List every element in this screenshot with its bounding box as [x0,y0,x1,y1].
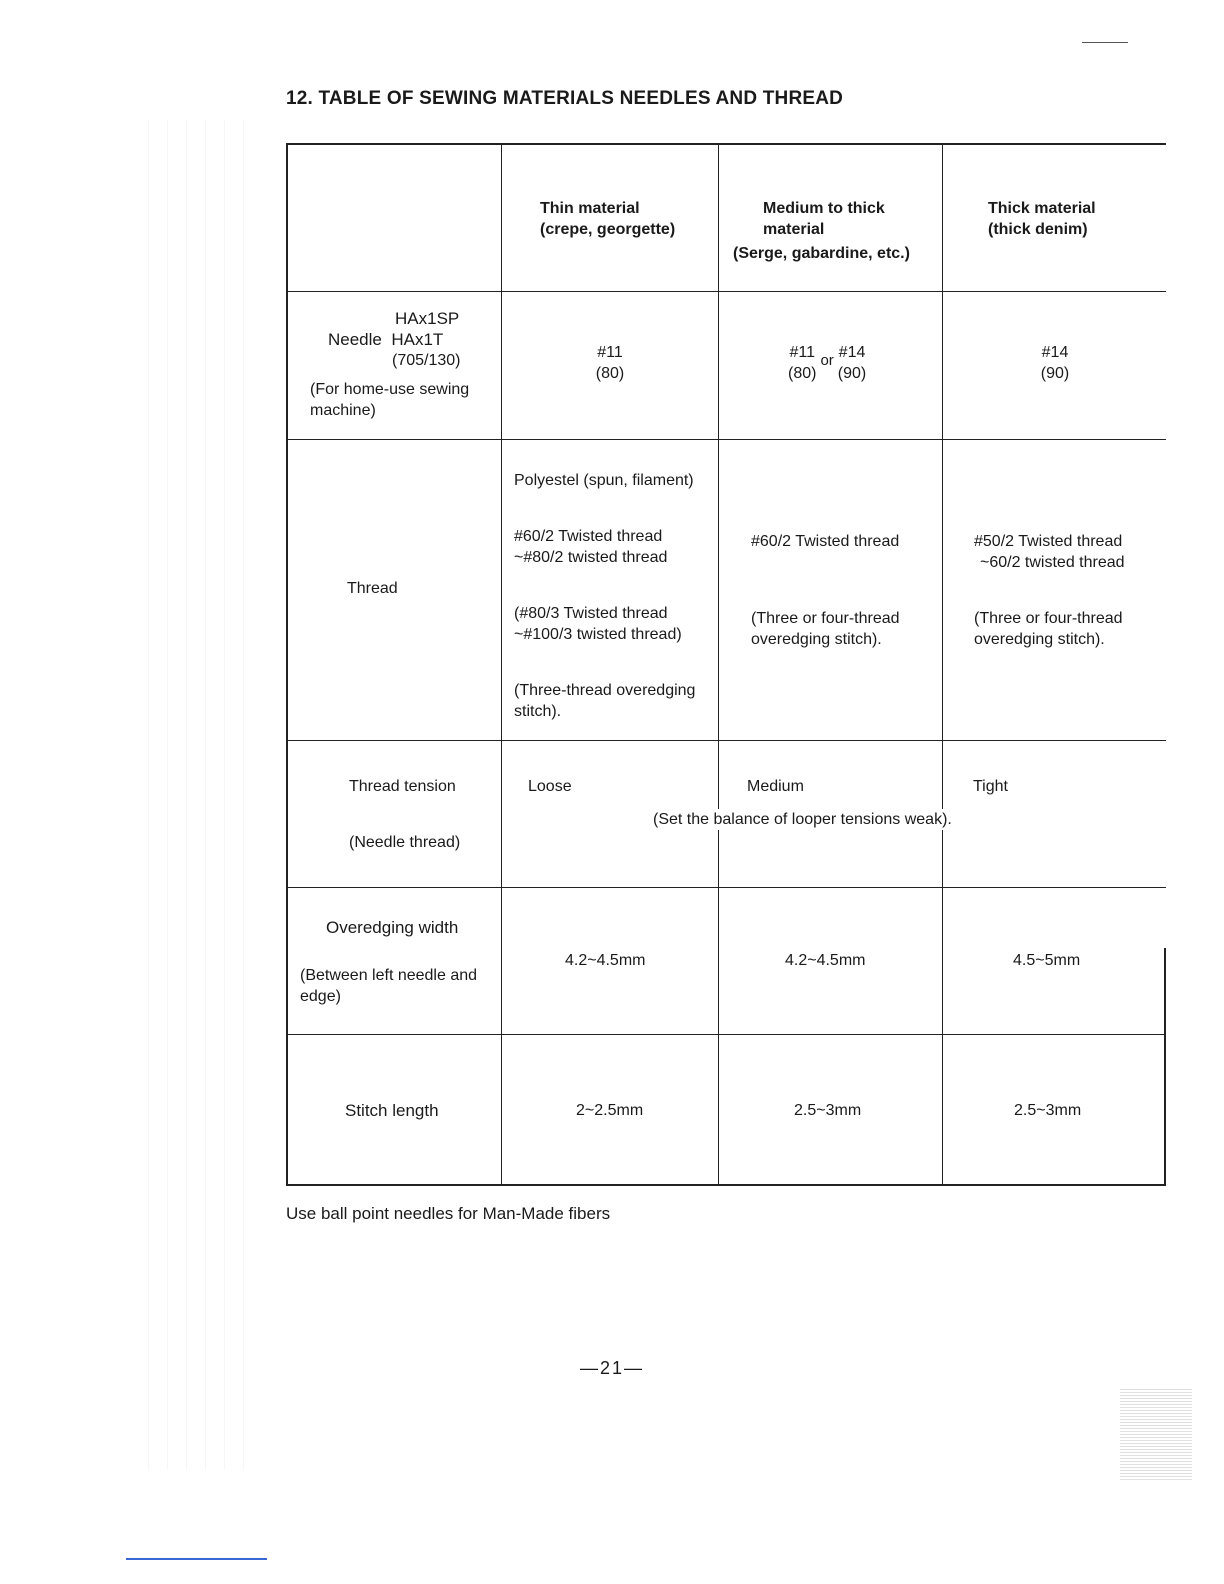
stitch-thin: 2~2.5mm [576,1102,644,1119]
overedging-label: Overedging width [326,918,459,937]
materials-table [286,143,1166,1186]
stitch-thick: 2.5~3mm [1014,1102,1082,1119]
needle-label: HAx1SP Needle HAx1T (705/130) (For home-use sewing machine) [310,309,470,419]
needle-thick: #14 (90) [1040,344,1070,382]
row-divider [288,887,1166,888]
overedging-sublabel: (Between left needle and edge) [300,967,478,1005]
stitch-label: Stitch length [345,1101,439,1120]
needle-medium: #11 (80) or #14 (90) [788,344,867,382]
table-right-edge [1164,948,1166,1186]
tension-sublabel: (Needle thread) [349,834,461,851]
col-divider [501,143,502,1186]
row-divider [288,740,1166,741]
thread-thin: Polyestel (spun, filament) #60/2 Twisted thread ~#80/2 twisted thread (#80/3 Twisted thread ~#100/3 twisted thread) (Three-thread overedging stitch). [514,472,696,720]
header-thick: Thick material (thick denim) [988,200,1096,238]
footnote: Use ball point needles for Man-Made fibers [286,1204,611,1223]
row-divider [288,291,1166,292]
header-thin: Thin material (crepe, georgette) [540,200,676,238]
tension-label: Thread tension [349,778,456,795]
needle-thin: #11 (80) [595,344,625,382]
overedging-thin: 4.2~4.5mm [565,952,646,969]
tension-thin: Loose [528,778,572,795]
overedging-thick: 4.5~5mm [1013,952,1081,969]
row-divider [288,439,1166,440]
page-number: —21— [579,1358,645,1378]
scan-shadow [130,120,250,1470]
scan-mark [126,1558,267,1560]
tension-note: (Set the balance of looper tensions weak). [653,811,952,828]
thread-label: Thread [347,580,398,597]
row-divider [288,1034,1166,1035]
scan-mark [1120,1388,1192,1480]
page-title: 12. TABLE OF SEWING MATERIALS NEEDLES AND THREAD [286,88,844,109]
tension-medium: Medium [747,778,804,795]
overedging-medium: 4.2~4.5mm [785,952,866,969]
col-divider [942,143,943,1186]
thread-medium: #60/2 Twisted thread (Three or four-thread overedging stitch). [751,533,900,648]
tension-thick: Tight [973,778,1008,795]
header-medium: Medium to thick material (Serge, gabardine, etc.) [733,200,910,262]
thread-thick: #50/2 Twisted thread ~60/2 twisted thread (Three or four-thread overedging stitch). [974,533,1125,648]
scan-mark [1082,42,1128,43]
col-divider [718,143,719,1186]
stitch-medium: 2.5~3mm [794,1102,862,1119]
